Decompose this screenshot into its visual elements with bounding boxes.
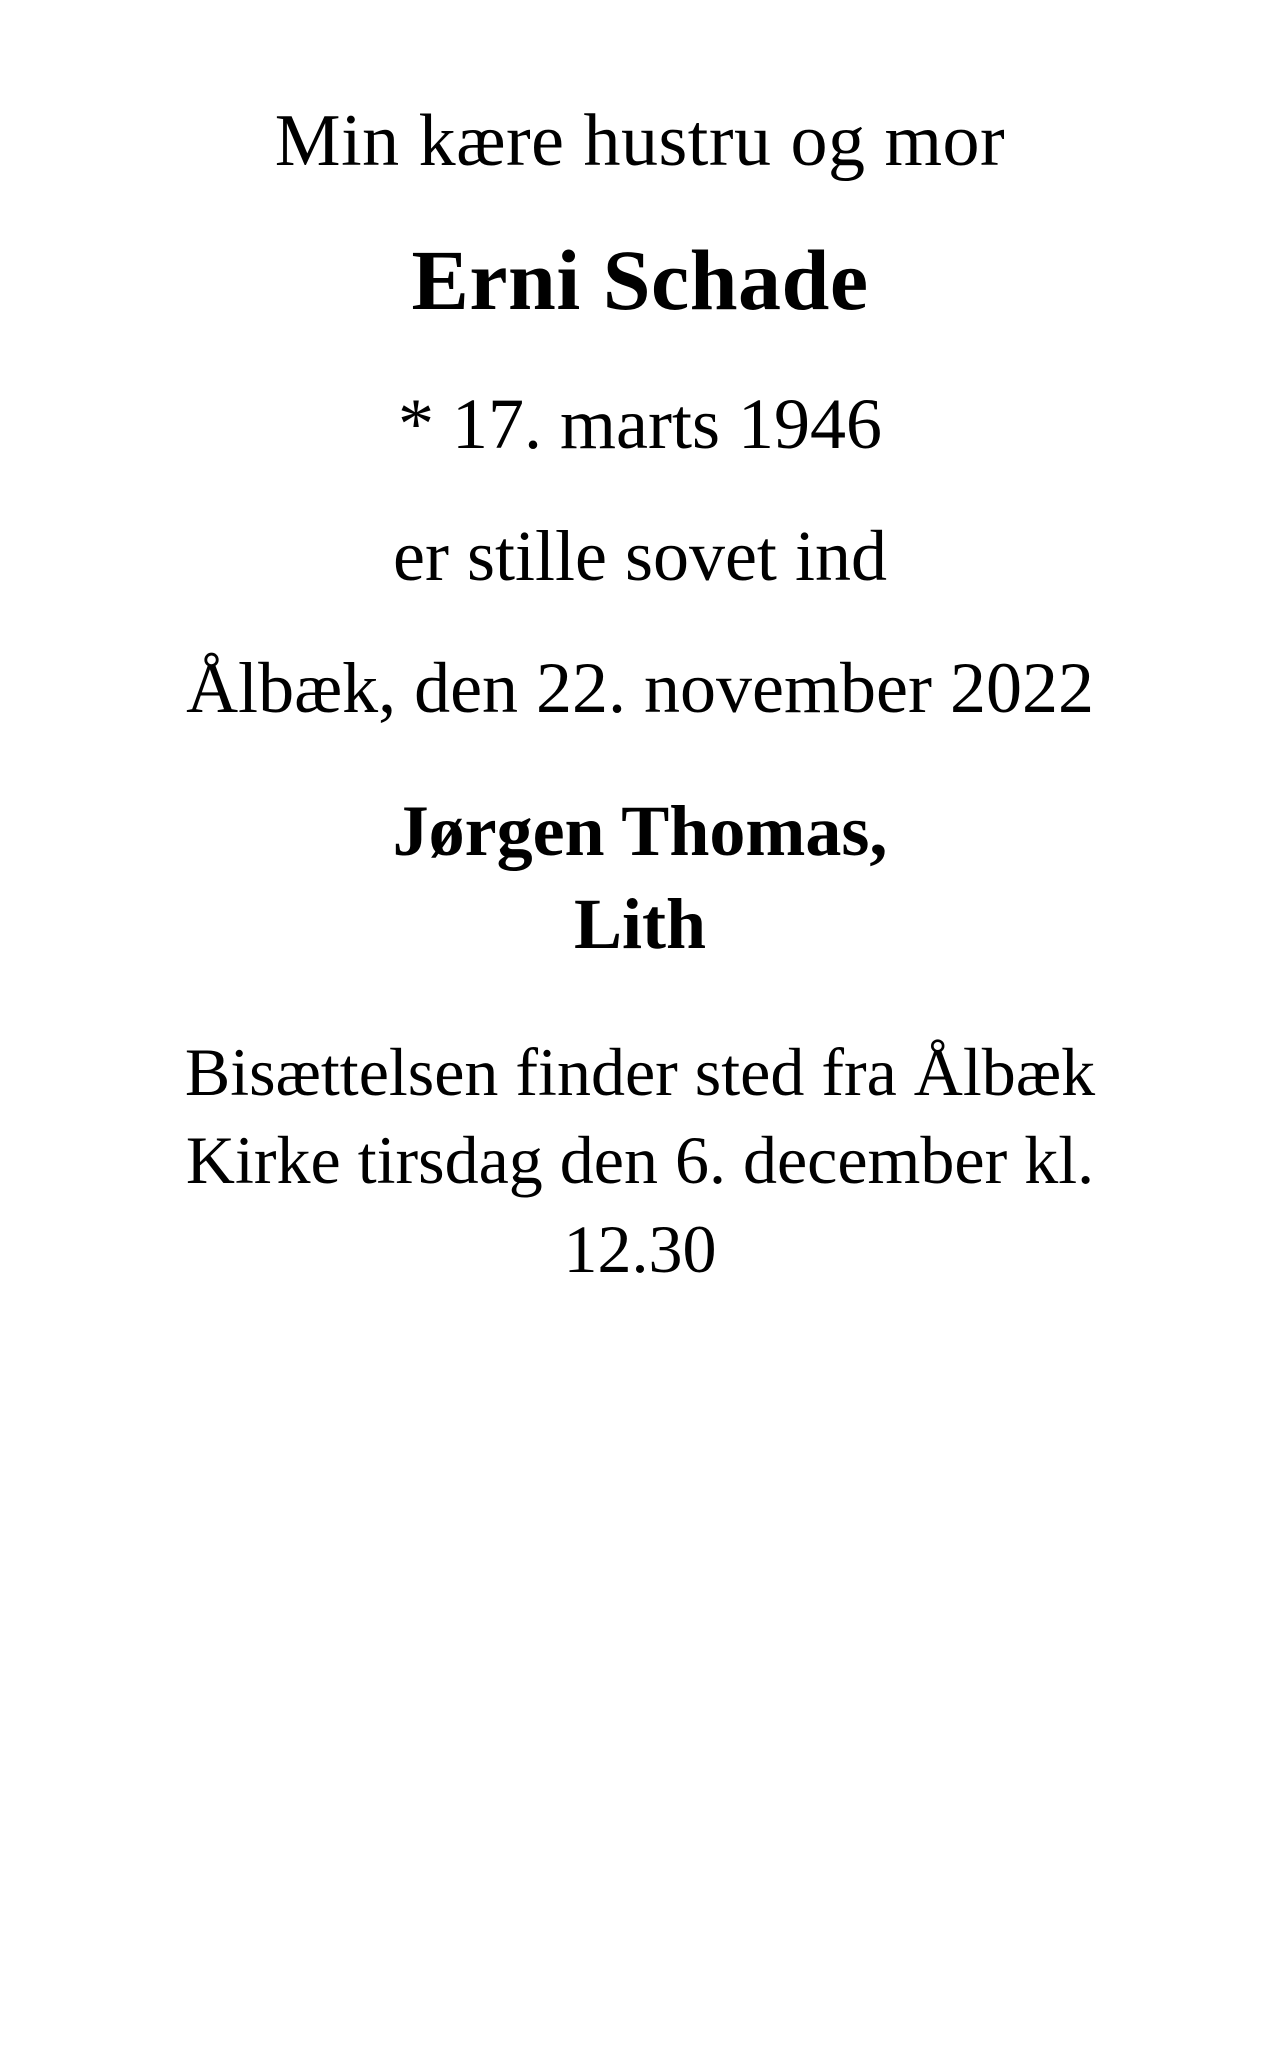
passing-phrase: er stille sovet ind	[393, 516, 887, 596]
survivor-name: Jørgen Thomas, Lith	[392, 790, 888, 965]
deceased-name: Erni Schade	[411, 232, 869, 329]
funeral-information: Bisættelsen finder sted fra Ålbæk Kirke tirsdag den 6. december kl. 12.30	[184, 1033, 1096, 1287]
place-and-date: Ålbæk, den 22. november 2022	[186, 647, 1094, 728]
salutation-text: Min kære hustru og mor	[274, 100, 1006, 182]
birth-date-line: * 17. marts 1946	[398, 384, 882, 465]
